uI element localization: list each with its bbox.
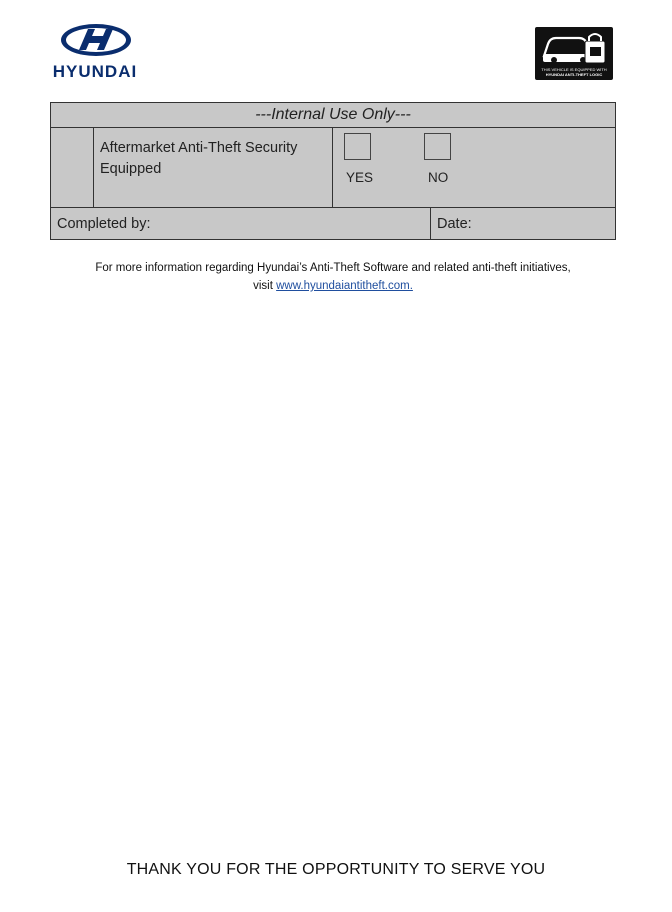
anti-theft-badge bbox=[535, 27, 613, 80]
hyundai-logo-icon bbox=[46, 22, 146, 62]
date-label: Date: bbox=[437, 216, 472, 232]
blank-cell bbox=[51, 127, 94, 207]
row-divider bbox=[430, 208, 431, 240]
anti-theft-link[interactable]: www.hyundaiantitheft.com. bbox=[276, 280, 413, 292]
internal-use-form bbox=[50, 102, 616, 240]
info-line-1: For more information regarding Hyundai’s Anti-Theft Software and related anti-theft initiatives, bbox=[95, 262, 571, 274]
visit-prefix: visit bbox=[253, 280, 273, 292]
info-line-2 bbox=[50, 277, 616, 295]
thank-you-footer: THANK YOU FOR THE OPPORTUNITY TO SERVE YOU bbox=[126, 861, 546, 878]
brand-wordmark: HYUNDAI bbox=[52, 62, 138, 81]
no-checkbox[interactable] bbox=[424, 133, 451, 160]
no-label: NO bbox=[428, 170, 449, 185]
question-label: Aftermarket Anti-Theft Security Equipped bbox=[100, 140, 298, 177]
badge-line-1: THIS VEHICLE IS EQUIPPED WITH bbox=[541, 67, 607, 72]
yes-checkbox[interactable] bbox=[344, 133, 371, 160]
anti-theft-badge-icon bbox=[539, 30, 609, 66]
completed-by-label: Completed by: bbox=[57, 216, 151, 232]
signature-row bbox=[51, 207, 615, 240]
info-text bbox=[50, 259, 616, 295]
badge-line-2: HYUNDAI ANTI-THEFT LOGIC bbox=[545, 72, 603, 77]
form-title: ---Internal Use Only--- bbox=[51, 103, 615, 128]
question-cell bbox=[94, 127, 333, 207]
yes-label: YES bbox=[346, 170, 374, 185]
